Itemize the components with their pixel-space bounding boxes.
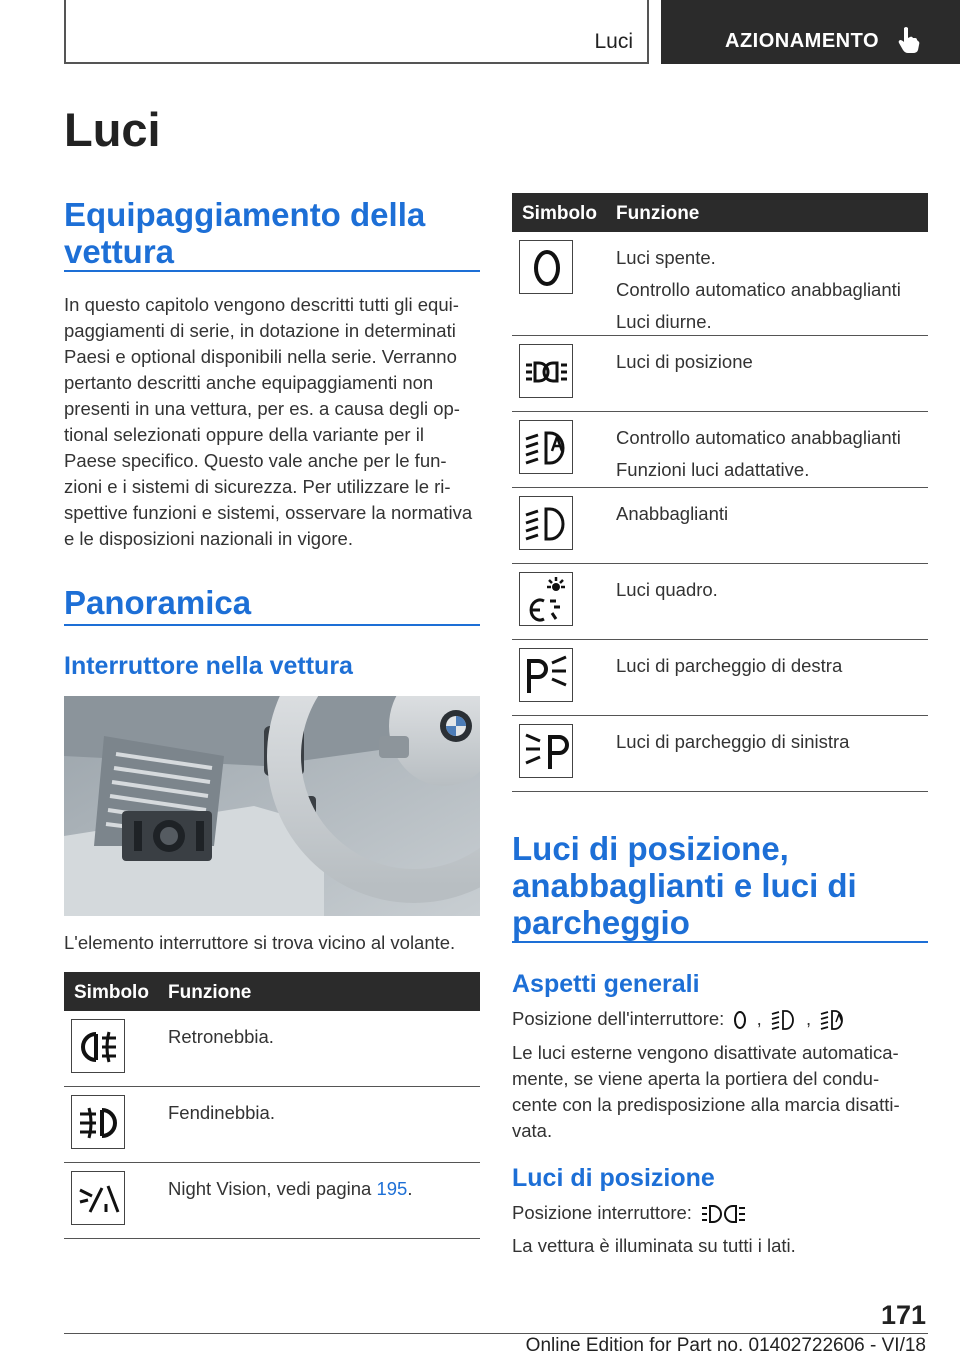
posizione-switch-position: Posizione interruttore: [512, 1200, 932, 1226]
heading-aspetti-generali: Aspetti generali [512, 970, 700, 998]
heading-interruttore: Interruttore nella vettura [64, 652, 353, 680]
heading-rule [64, 624, 480, 626]
table-row [64, 1087, 480, 1163]
lights-off-icon [519, 240, 573, 294]
header-section-tab [64, 0, 649, 64]
heading-rule [512, 941, 928, 943]
page-number: 171 [880, 1300, 926, 1330]
pointing-hand-icon [898, 26, 920, 54]
table-row [512, 488, 928, 564]
parking-lights-icon [519, 344, 573, 398]
header-section-label: Luci [594, 30, 633, 53]
header-chapter-tab [661, 0, 960, 64]
auto-headlight-icon [819, 1008, 847, 1032]
instrument-lighting-icon [519, 572, 573, 626]
aspetti-paragraph: Le luci esterne vengono disattivate automatica- mente, se viene aperta la portiera del condu- cente con la predisposizione alla marcia disatti- vata. [512, 1042, 900, 1141]
footer-rule [64, 1333, 928, 1334]
low-beam-icon [770, 1008, 798, 1032]
table-row [512, 336, 928, 412]
table-row [64, 1011, 480, 1087]
table-row [64, 1163, 480, 1239]
left-parking-light-icon [519, 724, 573, 778]
rear-fog-light-icon [71, 1019, 125, 1073]
parking-lights-icon [700, 1202, 748, 1226]
heading-rule [64, 270, 480, 272]
heading-posizione-anabbaglianti: Luci di posizione, anabbaglianti e luci di parcheggio [512, 830, 857, 941]
right-parking-light-icon [519, 648, 573, 702]
function-text: Luci di parcheggio di sinistra [616, 731, 850, 752]
heading-equipaggiamento: Equipaggiamento della vettura [64, 196, 426, 270]
lights-off-icon [732, 1008, 748, 1032]
function-text: Night Vision, vedi pagina 195. [168, 1178, 413, 1199]
function-text: Anabbaglianti [616, 503, 729, 524]
night-vision-icon [71, 1171, 125, 1225]
table-row [512, 564, 928, 640]
equip-paragraph: In questo capitolo vengono descritti tutti gli equi- paggiamenti di serie, in dotazione in determinati Paesi e optional disponibili nella serie. Verranno pertanto descritti anche equipaggiamenti non presenti in una vettura, per es. a causa degli op- tional selezionati oppure della variante per il Paese specifico. Questo vale anche per le fun- zioni e i sistemi di sicurezza. Per utilizzare le ri- spettive funzioni e sistemi, osservare la normativa e le disposizioni nazionali in vigore. [64, 294, 473, 549]
front-fog-light-icon [71, 1095, 125, 1149]
function-text: Luci spente. Controllo automatico anabbaglianti Luci diurne. [616, 247, 901, 332]
footer-edition: Online Edition for Part no. 01402722606 - VI/18 [525, 1335, 926, 1356]
page-link[interactable]: 195 [376, 1178, 408, 1199]
photo-caption: L'elemento interruttore si trova vicino al volante. [64, 932, 456, 953]
table-header: Simbolo Funzione [512, 193, 928, 232]
table-row [512, 412, 928, 488]
function-text: Luci di posizione [616, 351, 753, 372]
left-symbol-table [64, 972, 480, 1239]
heading-luci-posizione: Luci di posizione [512, 1164, 715, 1192]
function-text: Luci di parcheggio di destra [616, 655, 843, 676]
table-header: Simbolo Funzione [64, 972, 480, 1011]
function-text: Retronebbia. [168, 1026, 274, 1047]
heading-panoramica: Panoramica [64, 584, 252, 621]
function-text: Luci quadro. [616, 579, 718, 600]
table-row [512, 716, 928, 792]
right-symbol-table [512, 193, 928, 792]
table-row [512, 232, 928, 336]
auto-headlight-icon [519, 420, 573, 474]
page-title: Luci [64, 103, 161, 156]
function-text: Controllo automatico anabbaglianti Funzioni luci adattative. [616, 427, 901, 480]
table-row [512, 640, 928, 716]
dashboard-switch-photo [64, 696, 480, 916]
function-text: Fendinebbia. [168, 1102, 275, 1123]
posizione-paragraph: La vettura è illuminata su tutti i lati. [512, 1235, 796, 1256]
low-beam-icon [519, 496, 573, 550]
aspetti-switch-position: Posizione dell'interruttore: , , [512, 1006, 932, 1032]
header-chapter-label: AZIONAMENTO [725, 30, 880, 52]
